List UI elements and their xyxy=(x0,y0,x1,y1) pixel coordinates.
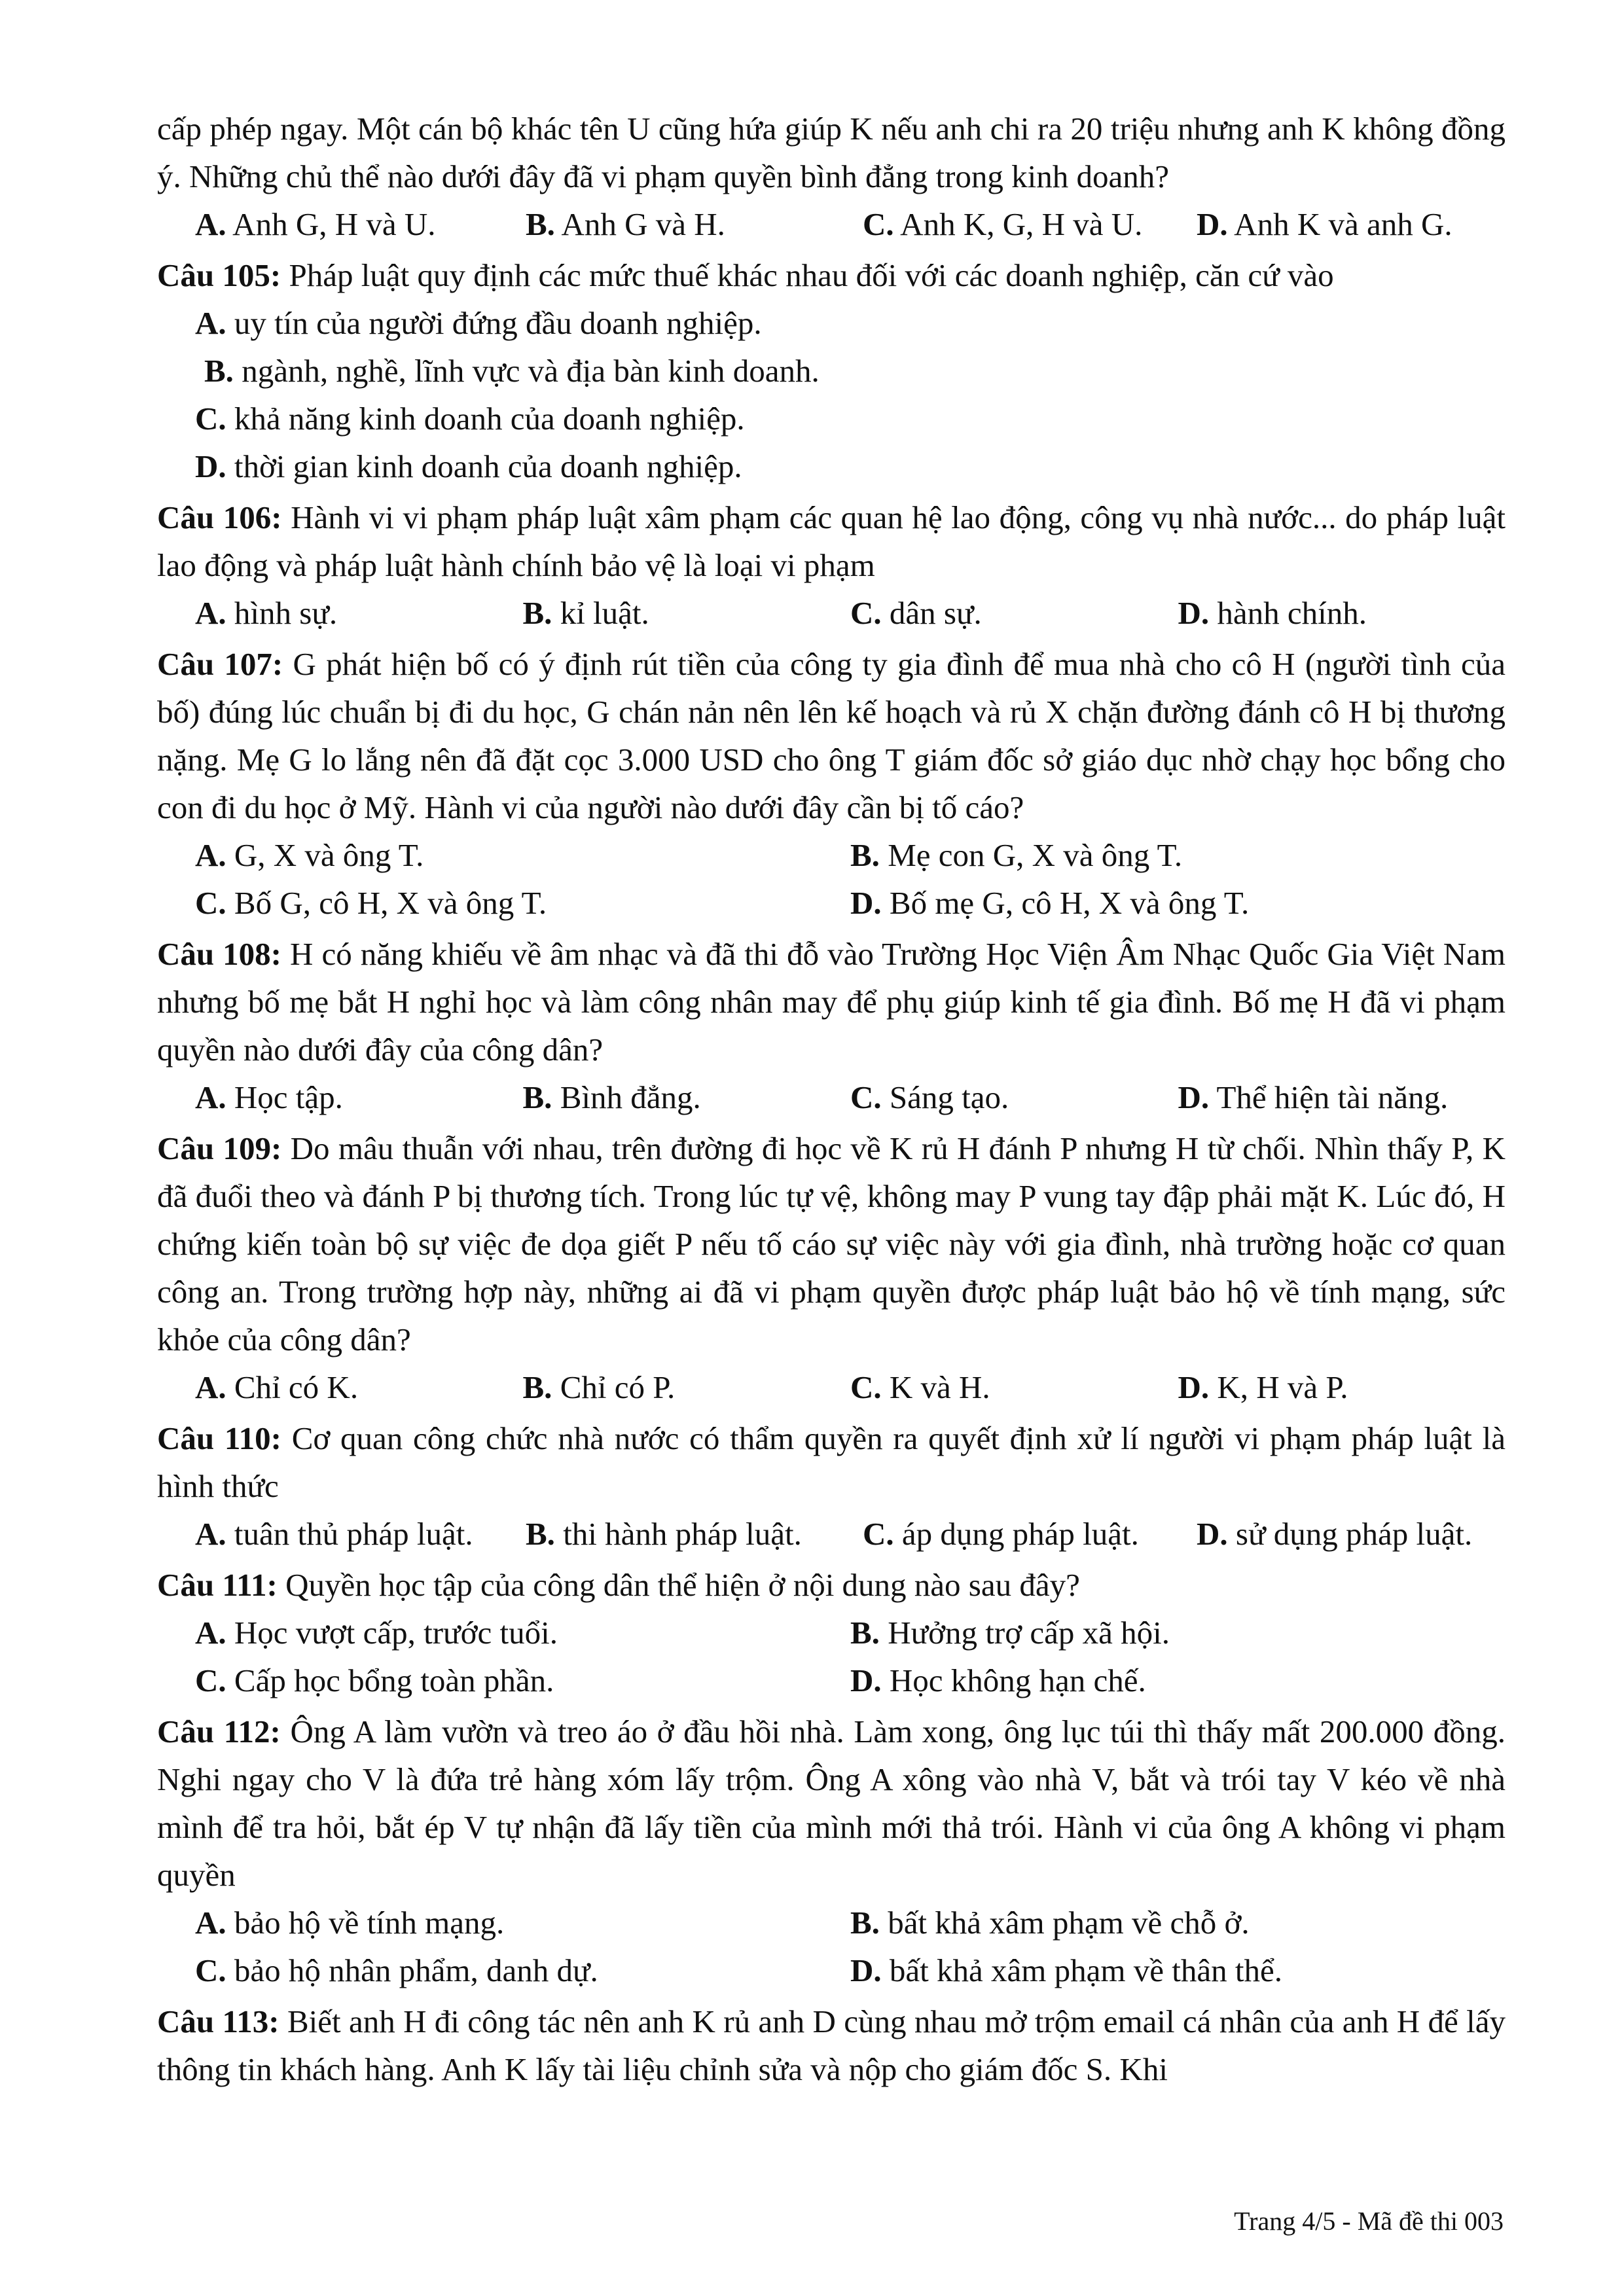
option-d: D. K, H và P. xyxy=(1178,1369,1348,1405)
option-c: C. Sáng tạo. xyxy=(850,1079,1009,1115)
option-c: C. Anh K, G, H và U. xyxy=(863,206,1143,242)
option-a: A. Học tập. xyxy=(195,1079,343,1115)
option-c: C. bảo hộ nhân phẩm, danh dự. xyxy=(195,1952,598,1988)
question-continuation-text: cấp phép ngay. Một cán bộ khác tên U cũng hứa giúp K nếu anh chi ra 20 triệu nhưng anh K không đồng ý. Những chủ thể nào dưới đây đã vi phạm quyền bình đẳng trong kinh doanh? xyxy=(157,111,1506,194)
option-b: B. bất khả xâm phạm về chỗ ở. xyxy=(850,1905,1250,1941)
question-106: Câu 106: Hành vi vi phạm pháp luật xâm phạm các quan hệ lao động, công vụ nhà nước... do pháp luật lao động và pháp luật hành chính bảo vệ là loại vi phạm xyxy=(157,499,1506,583)
options-row xyxy=(157,200,1506,248)
options-row xyxy=(157,879,1506,927)
option-d: D. thời gian kinh doanh của doanh nghiệp. xyxy=(195,448,742,484)
question-107: Câu 107: G phát hiện bố có ý định rút tiền của công ty gia đình để mua nhà cho cô H (người tình của bố) đúng lúc chuẩn bị đi du học, G chán nản nên lên kế hoạch và rủ X chặn đường đánh cô H bị thương nặng. Mẹ G lo lắng nên đã đặt cọc 3.000 USD cho ông T giám đốc sở giáo dục nhờ chạy học bổng cho con đi du học ở Mỹ. Hành vi của người nào dưới đây cần bị tố cáo? xyxy=(157,646,1506,825)
option-c: C. Cấp học bổng toàn phần. xyxy=(195,1662,554,1698)
option-d: D. Anh K và anh G. xyxy=(1197,206,1453,242)
option-b: B. ngành, nghề, lĩnh vực và địa bàn kinh doanh. xyxy=(204,353,820,389)
question-105: Câu 105: Pháp luật quy định các mức thuế khác nhau đối với các doanh nghiệp, căn cứ vào xyxy=(157,257,1334,293)
options-row xyxy=(157,1899,1506,1946)
option-b: B. Hưởng trợ cấp xã hội. xyxy=(850,1615,1170,1651)
question-111: Câu 111: Quyền học tập của công dân thể hiện ở nội dung nào sau đây? xyxy=(157,1567,1080,1603)
options-row xyxy=(157,1073,1506,1121)
question-113: Câu 113: Biết anh H đi công tác nên anh K rủ anh D cùng nhau mở trộm email cá nhân của anh H để lấy thông tin khách hàng. Anh K lấy tài liệu chỉnh sửa và nộp cho giám đốc S. Khi xyxy=(157,2003,1506,2087)
option-b: B. Mẹ con G, X và ông T. xyxy=(850,837,1183,873)
question-110: Câu 110: Cơ quan công chức nhà nước có thẩm quyền ra quyết định xử lí người vi phạm pháp luật là hình thức xyxy=(157,1420,1506,1504)
options-row xyxy=(157,1363,1506,1411)
options-row xyxy=(157,1657,1506,1704)
options-row xyxy=(157,1510,1506,1558)
options-row xyxy=(157,589,1506,637)
option-a: A. Học vượt cấp, trước tuổi. xyxy=(195,1615,558,1651)
option-a: A. G, X và ông T. xyxy=(195,837,424,873)
option-b: B. kỉ luật. xyxy=(522,595,649,631)
option-c: C. khả năng kinh doanh của doanh nghiệp. xyxy=(195,401,745,437)
option-a: A. Chỉ có K. xyxy=(195,1369,359,1405)
option-b: B. Bình đẳng. xyxy=(522,1079,701,1115)
option-c: C. áp dụng pháp luật. xyxy=(863,1516,1139,1552)
question-108: Câu 108: H có năng khiếu về âm nhạc và đã thi đỗ vào Trường Học Viện Âm Nhạc Quốc Gia Việt Nam nhưng bố mẹ bắt H nghỉ học và làm công nhân may để phụ giúp kinh tế gia đình. Bố mẹ H đã vi phạm quyền nào dưới đây của công dân? xyxy=(157,936,1506,1067)
option-d: D. sử dụng pháp luật. xyxy=(1197,1516,1473,1552)
option-d: D. Học không hạn chế. xyxy=(850,1662,1146,1698)
option-a: A. uy tín của người đứng đầu doanh nghiệp. xyxy=(195,305,762,341)
page-footer: Trang 4/5 - Mã đề thi 003 xyxy=(1234,2206,1504,2236)
question-112: Câu 112: Ông A làm vườn và treo áo ở đầu hồi nhà. Làm xong, ông lục túi thì thấy mất 200.000 đồng. Nghi ngay cho V là đứa trẻ hàng xóm lấy trộm. Ông A xông vào nhà V, bắt và trói tay V kéo về nhà mình để tra hỏi, bắt ép V tự nhận đã lấy tiền của mình mới thả trói. Hành vi của ông A không vi phạm quyền xyxy=(157,1713,1506,1893)
option-c: C. Bố G, cô H, X và ông T. xyxy=(195,885,547,921)
option-a: A. bảo hộ về tính mạng. xyxy=(195,1905,505,1941)
option-b: B. Anh G và H. xyxy=(526,206,725,242)
option-a: A. hình sự. xyxy=(195,595,338,631)
options-row xyxy=(157,1609,1506,1657)
option-b: B. Chỉ có P. xyxy=(522,1369,676,1405)
option-d: D. hành chính. xyxy=(1178,595,1367,631)
options-row xyxy=(157,831,1506,879)
option-d: D. bất khả xâm phạm về thân thể. xyxy=(850,1952,1282,1988)
option-d: D. Thể hiện tài năng. xyxy=(1178,1079,1449,1115)
question-109: Câu 109: Do mâu thuẫn với nhau, trên đường đi học về K rủ H đánh P nhưng H từ chối. Nhìn thấy P, K đã đuổi theo và đánh P bị thương tích. Trong lúc tự vệ, không may P vung tay đập phải mặt K. Lúc đó, H chứng kiến toàn bộ sự việc đe dọa giết P nếu tố cáo sự việc này với gia đình, nhà trường hoặc cơ quan công an. Trong trường hợp này, những ai đã vi phạm quyền được pháp luật bảo hộ về tính mạng, sức khỏe của công dân? xyxy=(157,1130,1506,1357)
option-d: D. Bố mẹ G, cô H, X và ông T. xyxy=(850,885,1250,921)
option-a: A. tuân thủ pháp luật. xyxy=(195,1516,473,1552)
option-c: C. dân sự. xyxy=(850,595,982,631)
exam-page xyxy=(157,105,1506,2093)
option-a: A. Anh G, H và U. xyxy=(195,206,436,242)
option-b: B. thi hành pháp luật. xyxy=(526,1516,802,1552)
option-c: C. K và H. xyxy=(850,1369,990,1405)
options-row xyxy=(157,1946,1506,1994)
